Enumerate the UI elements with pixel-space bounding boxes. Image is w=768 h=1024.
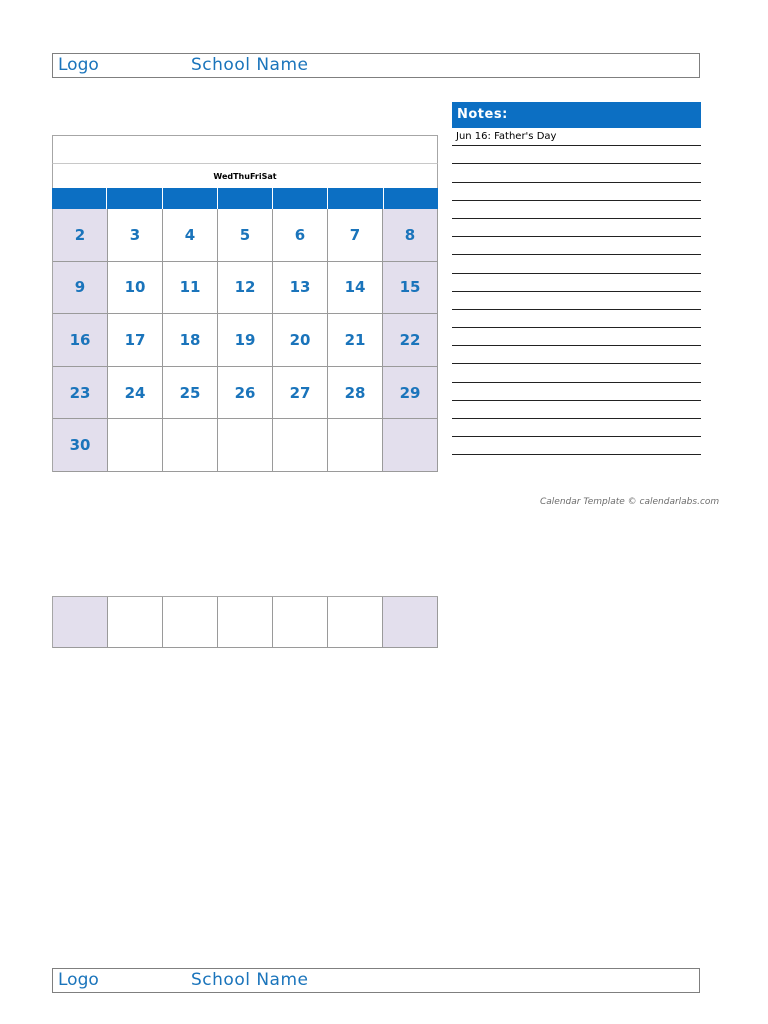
- notes-title: Notes:: [452, 102, 701, 128]
- note-line[interactable]: [452, 183, 701, 201]
- calendar-day[interactable]: [383, 597, 438, 648]
- note-line[interactable]: [452, 437, 701, 455]
- calendar-day[interactable]: 22: [383, 314, 438, 367]
- notes-list: [452, 128, 701, 455]
- calendar-day[interactable]: 9: [53, 262, 108, 315]
- bottom-header-box: [52, 968, 700, 993]
- calendar-day[interactable]: [273, 597, 328, 648]
- calendar-day[interactable]: 21: [328, 314, 383, 367]
- calendar-day[interactable]: [218, 597, 273, 648]
- note-line[interactable]: [452, 310, 701, 328]
- note-line[interactable]: [452, 328, 701, 346]
- calendar-day[interactable]: 5: [218, 209, 273, 262]
- calendar-header-band: [52, 188, 438, 209]
- calendar-day[interactable]: 13: [273, 262, 328, 315]
- calendar-day[interactable]: [273, 419, 328, 472]
- template-credit: Calendar Template © calendarlabs.com: [540, 497, 720, 507]
- calendar-day[interactable]: 12: [218, 262, 273, 315]
- footer-logo: Logo: [58, 970, 99, 990]
- band-cell: [273, 188, 328, 209]
- calendar-day-header: WedThuFriSat: [52, 163, 438, 188]
- note-line[interactable]: [452, 419, 701, 437]
- calendar-week: [53, 419, 438, 472]
- band-cell: [384, 188, 438, 209]
- calendar-day[interactable]: 4: [163, 209, 218, 262]
- calendar-day[interactable]: 30: [53, 419, 108, 472]
- calendar-day[interactable]: [108, 597, 163, 648]
- calendar-day[interactable]: 15: [383, 262, 438, 315]
- calendar-day[interactable]: [163, 597, 218, 648]
- note-line[interactable]: [452, 237, 701, 255]
- calendar-day[interactable]: 3: [108, 209, 163, 262]
- band-cell: [218, 188, 273, 209]
- calendar-day[interactable]: 14: [328, 262, 383, 315]
- note-line[interactable]: [452, 383, 701, 401]
- calendar-day[interactable]: 11: [163, 262, 218, 315]
- note-line[interactable]: [452, 401, 701, 419]
- note-line[interactable]: [452, 255, 701, 273]
- note-line[interactable]: [452, 164, 701, 182]
- calendar-day[interactable]: [108, 419, 163, 472]
- note-line[interactable]: [452, 346, 701, 364]
- calendar-day[interactable]: 20: [273, 314, 328, 367]
- header-logo: Logo: [58, 55, 99, 75]
- note-line[interactable]: [452, 219, 701, 237]
- calendar-week: [53, 262, 438, 315]
- calendar-day[interactable]: 16: [53, 314, 108, 367]
- calendar-day[interactable]: [53, 597, 108, 648]
- footer-school-name: School Name: [191, 970, 309, 990]
- calendar-day[interactable]: 18: [163, 314, 218, 367]
- calendar-grid: [52, 209, 438, 472]
- calendar-day[interactable]: [218, 419, 273, 472]
- band-cell: [163, 188, 218, 209]
- calendar-day[interactable]: [163, 419, 218, 472]
- note-line[interactable]: [452, 146, 701, 164]
- calendar-week: [53, 314, 438, 367]
- band-cell: [107, 188, 162, 209]
- note-line[interactable]: [452, 364, 701, 382]
- calendar-day[interactable]: 27: [273, 367, 328, 420]
- note-line[interactable]: Jun 16: Father's Day: [452, 128, 701, 146]
- calendar-day[interactable]: [383, 419, 438, 472]
- calendar-day[interactable]: 17: [108, 314, 163, 367]
- calendar-day[interactable]: 6: [273, 209, 328, 262]
- calendar-fragment-row: [52, 596, 438, 648]
- calendar-day[interactable]: 23: [53, 367, 108, 420]
- header-school-name: School Name: [191, 55, 309, 75]
- calendar-day[interactable]: 10: [108, 262, 163, 315]
- calendar-day[interactable]: 25: [163, 367, 218, 420]
- calendar-day[interactable]: [328, 597, 383, 648]
- note-line[interactable]: [452, 201, 701, 219]
- calendar-day[interactable]: 26: [218, 367, 273, 420]
- calendar-week: [53, 209, 438, 262]
- calendar-day[interactable]: 29: [383, 367, 438, 420]
- note-line[interactable]: [452, 274, 701, 292]
- band-cell: [52, 188, 107, 209]
- calendar-day[interactable]: [328, 419, 383, 472]
- calendar-day[interactable]: 7: [328, 209, 383, 262]
- calendar-day[interactable]: 8: [383, 209, 438, 262]
- calendar-day[interactable]: 28: [328, 367, 383, 420]
- calendar-week: [53, 367, 438, 420]
- calendar-month-title: [52, 135, 438, 163]
- calendar-day[interactable]: 24: [108, 367, 163, 420]
- note-line[interactable]: [452, 292, 701, 310]
- calendar-day[interactable]: 19: [218, 314, 273, 367]
- calendar-day[interactable]: 2: [53, 209, 108, 262]
- band-cell: [328, 188, 383, 209]
- top-header-box: [52, 53, 700, 78]
